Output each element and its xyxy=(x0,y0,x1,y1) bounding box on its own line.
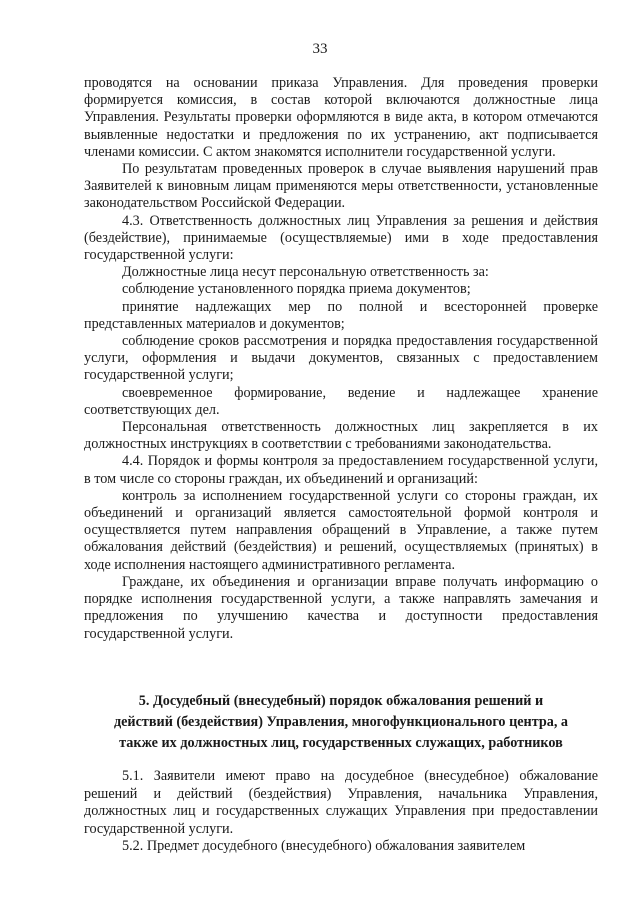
paragraph: 5.1. Заявители имеют право на досудебное (внесудебное) обжалование решений и действий (бездействия) Управления, начальника Управления, должностных лиц и государственных служащих Управления при предоставлении государственной услуги. xyxy=(84,768,598,837)
heading-line: также их должностных лиц, государственных служащих, работников xyxy=(119,735,563,751)
section-5-text xyxy=(84,768,598,856)
paragraph: Граждане, их объединения и организации вправе получать информацию о порядке исполнения государственной услуги, а также направлять замечания и предложения по улучшению качества и доступности предоставления государственной услуги. xyxy=(84,573,598,642)
paragraph: 4.3. Ответственность должностных лиц Управления за решения и действия (бездействие), принимаемые (осуществляемые) ими в ходе предоставления государственной услуги: xyxy=(84,212,598,264)
paragraph: Должностные лица несут персональную ответственность за: xyxy=(122,264,489,281)
paragraph: 4.4. Порядок и формы контроля за предоставлением государственной услуги, в том числе со стороны граждан, их объединений и организаций: xyxy=(84,453,598,487)
page-number: 33 xyxy=(312,41,328,57)
paragraph: принятие надлежащих мер по полной и всесторонней проверке представленных материалов и документов; xyxy=(84,298,598,332)
paragraph: соблюдение установленного порядка приема документов; xyxy=(122,281,471,298)
paragraph: контроль за исполнением государственной услуги со стороны граждан, их объединений и организаций является самостоятельной формой контроля и осуществляется путем направления обращений в Управление, а также путем обжалования действий (бездействия) и решений, осуществляемых (принятых) в ходе исполнения настоящего административного регламента. xyxy=(84,487,598,573)
paragraph: Персональная ответственность должностных лиц закрепляется в их должностных инструкциях в соответствии с требованиями законодательства. xyxy=(84,419,598,453)
body-text xyxy=(84,75,598,643)
heading-line: 5. Досудебный (внесудебный) порядок обжалования решений и xyxy=(138,693,544,709)
paragraph: По результатам проведенных проверок в случае выявления нарушений прав Заявителей к виновным лицам применяются меры ответственности, установленные законодательством Российской Федерации. xyxy=(84,161,598,212)
paragraph: своевременное формирование, ведение и надлежащее хранение соответствующих дел. xyxy=(84,384,598,418)
paragraph: 5.2. Предмет досудебного (внесудебного) обжалования заявителем xyxy=(122,838,526,855)
section-heading xyxy=(84,691,598,754)
paragraph: проводятся на основании приказа Управления. Для проведения проверки формируется комиссия, в состав которой включаются должностные лица Управления. Результаты проверки оформляются в виде акта, в котором отмечаются выявленные недостатки и предложения по их устранению, акт подписывается членами комиссии. С актом знакомятся исполнители государственной услуги. xyxy=(84,75,598,160)
heading-line: действий (бездействия) Управления, многофункционального центра, а xyxy=(113,714,569,730)
paragraph: соблюдение сроков рассмотрения и порядка предоставления государственной услуги, оформления и выдачи документов, связанных с предоставлением государственной услуги; xyxy=(84,333,598,384)
